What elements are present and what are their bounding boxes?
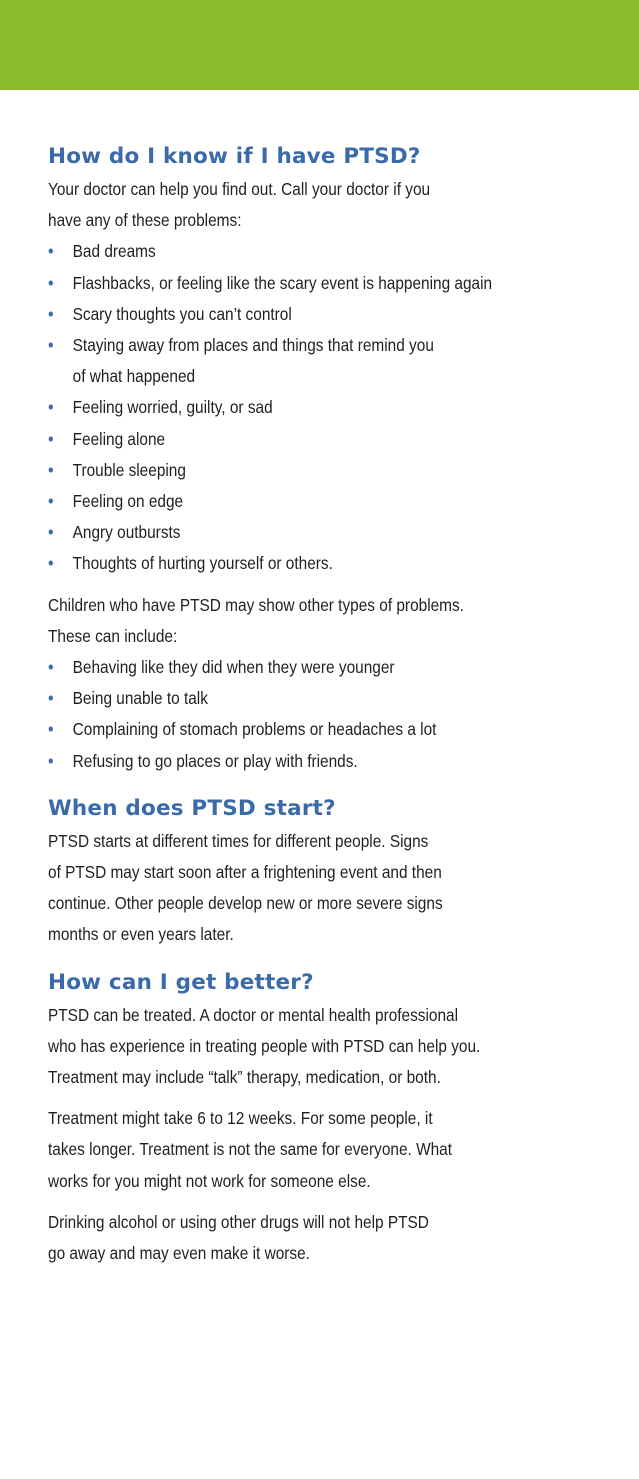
bullet-icon: • [48,522,54,543]
bullet-icon: • [48,491,54,512]
bullet-icon: • [48,688,54,709]
bullet-icon: • [48,657,54,678]
treatment-duration-paragraph [48,1103,611,1197]
top-color-band [0,0,639,90]
alcohol-paragraph [48,1207,611,1269]
bullet-icon: • [48,750,54,771]
list-item: • Flashbacks, or feeling like the scary event is happening again [48,268,611,299]
list-item: • Feeling alone [48,424,611,455]
list-item: • Complaining of stomach problems or headaches a lot [48,714,611,745]
text-line: go away and may even make it worse. [48,1243,310,1264]
text-line: PTSD can be treated. A doctor or mental health professional [48,1004,459,1025]
text-line: takes longer. Treatment is not the same for everyone. What [48,1139,453,1160]
bullet-icon: • [48,335,54,356]
text-line: works for you might not work for someone else. [48,1170,371,1191]
text-line: Children who have PTSD may show other types of problems. [48,594,464,615]
text-line: PTSD starts at different times for different people. Signs [48,830,429,851]
list-item: • Bad dreams [48,236,611,267]
text-line: Your doctor can help you find out. Call your doctor if you [48,179,431,199]
text-line: continue. Other people develop new or more severe signs [48,893,443,914]
list-item: • Feeling worried, guilty, or sad [48,392,611,423]
text-line: Drinking alcohol or using other drugs will not help PTSD [48,1211,429,1232]
list-item: • Trouble sleeping [48,455,611,486]
document-content [48,140,608,1269]
list-item: • Refusing to go places or play with friends. [48,746,611,777]
list-item: • Scary thoughts you can’t control [48,299,611,330]
bullet-icon: • [48,459,54,480]
text-line: These can include: [48,625,178,646]
children-symptoms-list [48,652,611,777]
bullet-icon: • [48,428,54,449]
heading-when-does-ptsd-start: When does PTSD start? [48,795,336,821]
list-item: • Feeling on edge [48,486,611,517]
text-line: of PTSD may start soon after a frightening event and then [48,862,442,883]
heading-how-do-i-know: How do I know if I have PTSD? [48,144,421,169]
intro-paragraph [48,174,611,236]
heading-how-can-i-get-better: How can I get better? [48,969,314,995]
bullet-icon: • [48,397,54,418]
text-line: Treatment might take 6 to 12 weeks. For some people, it [48,1108,433,1129]
list-item: • Staying away from places and things that remind you of what happened [48,330,611,392]
text-line: months or even years later. [48,924,234,945]
list-item: • Thoughts of hurting yourself or others. [48,548,611,579]
bullet-icon: • [48,303,54,324]
list-item: • Being unable to talk [48,683,611,714]
text-line: who has experience in treating people with PTSD can help you. [48,1035,481,1056]
text-line: have any of these problems: [48,210,242,231]
bullet-icon: • [48,553,54,574]
ptsd-start-paragraph [48,826,611,951]
children-paragraph [48,590,611,652]
treatment-paragraph [48,1000,611,1094]
bullet-icon: • [48,241,54,262]
list-item: • Angry outbursts [48,517,611,548]
bullet-icon: • [48,272,54,293]
list-item: • Behaving like they did when they were younger [48,652,611,683]
bullet-icon: • [48,719,54,740]
text-line: Treatment may include “talk” therapy, medication, or both. [48,1067,441,1088]
symptoms-list [48,236,611,579]
